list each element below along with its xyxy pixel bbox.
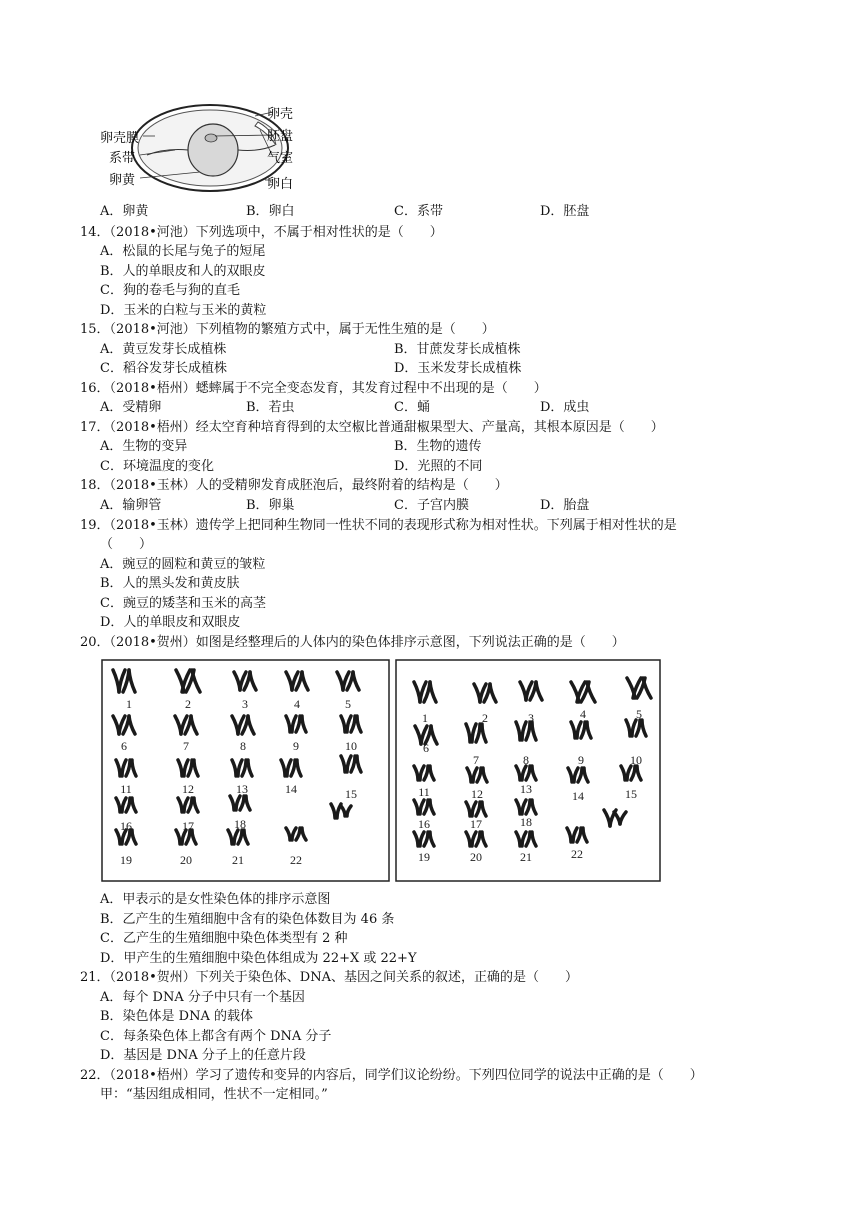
label-germinal-disc: 胚盘 — [267, 129, 294, 144]
chromosome-number: 3 — [242, 697, 248, 711]
option-a: A．黄豆发芽长成植株 — [100, 342, 227, 357]
option-b: B．甘蔗发芽长成植株 — [394, 342, 521, 357]
option-b: B．若虫 — [246, 400, 295, 415]
chromosome-number: 13 — [520, 782, 532, 796]
option-b: B．卵巢 — [246, 498, 295, 513]
chromosome-number: 4 — [294, 697, 300, 711]
question-stem: 16．（2018•梧州）蟋蟀属于不完全变态发育，其发育过程中不出现的是（ ） — [80, 381, 547, 396]
chromosome-number: 15 — [345, 787, 357, 801]
chromosome-number: 9 — [293, 739, 299, 753]
chromosome-number: 19 — [120, 853, 132, 867]
chromosome-number: 21 — [520, 850, 532, 864]
chromosome-number: 8 — [523, 753, 529, 767]
question-stem: 22．（2018•梧州）学习了遗传和变异的内容后，同学们议论纷纷。下列四位同学的说法中正确的是（ ） — [80, 1068, 703, 1083]
question-stem: 15．（2018•河池）下列植物的繁殖方式中，属于无性生殖的是（ ） — [80, 322, 495, 337]
chromosome-number: 16 — [120, 819, 132, 833]
option-b: B．人的黑头发和黄皮肤 — [100, 576, 240, 591]
label-albumen: 卵白 — [267, 177, 294, 192]
option-c: C．环境温度的变化 — [100, 459, 214, 474]
label-air-cell: 气室 — [267, 151, 294, 166]
option-b: B．生物的遗传 — [394, 439, 482, 454]
option-c: C．每条染色体上都含有两个 DNA 分子 — [100, 1029, 332, 1044]
chromosome-number: 6 — [423, 741, 429, 755]
chromosome-number: 14 — [572, 789, 584, 803]
chromosome-number: 7 — [473, 753, 479, 767]
chromosome-number: 1 — [422, 711, 428, 725]
option-b: B．乙产生的生殖细胞中含有的染色体数目为 46 条 — [100, 912, 395, 927]
label-yolk: 卵黄 — [109, 173, 136, 188]
chromosome-number: 20 — [180, 853, 192, 867]
option-d: D．胚盘 — [540, 204, 590, 219]
option-d: D．甲产生的生殖细胞中染色体组成为 22+X 或 22+Y — [100, 951, 417, 966]
option-d: D．玉米发芽长成植株 — [394, 361, 522, 376]
option-d: D．基因是 DNA 分子上的任意片段 — [100, 1048, 306, 1063]
egg-figure — [95, 100, 315, 198]
chromosome-number: 17 — [182, 819, 194, 833]
chromosome-number: 11 — [120, 782, 132, 796]
chromosome-number: 5 — [636, 707, 642, 721]
question-stem: 20．（2018•贺州）如图是经整理后的人体内的染色体排序示意图，下列说法正确的是（ ） — [80, 635, 625, 650]
chromosome-number: 2 — [185, 697, 191, 711]
chromosome-number: 21 — [232, 853, 244, 867]
option-d: D．人的单眼皮和双眼皮 — [100, 615, 241, 630]
option-a: A．每个 DNA 分子中只有一个基因 — [100, 990, 305, 1005]
chromosome-number: 15 — [625, 787, 637, 801]
option-a: A．松鼠的长尾与兔子的短尾 — [100, 244, 266, 259]
karyotype-figure — [100, 658, 662, 884]
karyotype-diagram — [100, 658, 662, 884]
option-c: C．系带 — [394, 204, 443, 219]
option-d: D．成虫 — [540, 400, 590, 415]
chromosome-number: 8 — [240, 739, 246, 753]
option-b: B．卵白 — [246, 204, 295, 219]
chromosome-number: 16 — [418, 817, 430, 831]
chromosome-number: 19 — [418, 850, 430, 864]
chromosome-number: 11 — [418, 785, 430, 799]
option-c: C．蛹 — [394, 400, 430, 415]
chromosome-number: 14 — [285, 782, 297, 796]
option-b: B．人的单眼皮和人的双眼皮 — [100, 264, 266, 279]
chromosome-number: 9 — [578, 753, 584, 767]
chromosome-number: 5 — [345, 697, 351, 711]
label-chalaza: 系带 — [109, 151, 136, 166]
chromosome-number: 3 — [528, 711, 534, 725]
egg-diagram — [95, 100, 315, 198]
chromosome-number: 6 — [121, 739, 127, 753]
option-a: A．豌豆的圆粒和黄豆的皱粒 — [100, 557, 266, 572]
chromosome-number: 18 — [234, 817, 246, 831]
question-stem: 14．（2018•河池）下列选项中，不属于相对性状的是（ ） — [80, 225, 443, 240]
chromosome-number: 12 — [471, 787, 483, 801]
question-stem: 19．（2018•玉林）遗传学上把同种生物同一性状不同的表现形式称为相对性状。下列属于相对性状的是 — [80, 518, 677, 533]
question-stem: 21．（2018•贺州）下列关于染色体、DNA、基因之间关系的叙述，正确的是（ ） — [80, 970, 578, 985]
option-d: D．胎盘 — [540, 498, 590, 513]
option-d: D．光照的不同 — [394, 459, 483, 474]
label-shell: 卵壳 — [267, 107, 294, 122]
chromosome-number: 10 — [345, 739, 357, 753]
option-a: A．甲表示的是女性染色体的排序示意图 — [100, 892, 331, 907]
chromosome-number: 17 — [470, 817, 482, 831]
option-d: D．玉米的白粒与玉米的黄粒 — [100, 303, 267, 318]
question-stem: 18．（2018•玉林）人的受精卵发育成胚泡后，最终附着的结构是（ ） — [80, 478, 508, 493]
option-a: A．生物的变异 — [100, 439, 188, 454]
chromosome-number: 22 — [571, 847, 583, 861]
chromosome-number: 18 — [520, 815, 532, 829]
chromosome-number: 22 — [290, 853, 302, 867]
question-stem: 17．（2018•梧州）经太空育种培育得到的太空椒比普通甜椒果型大、产量高，其根本原因是（ ） — [80, 420, 664, 435]
label-shell-membrane: 卵壳膜 — [100, 131, 140, 146]
option-c: C．豌豆的矮茎和玉米的高茎 — [100, 596, 266, 611]
chromosome-number: 4 — [580, 707, 586, 721]
option-a: A．受精卵 — [100, 400, 162, 415]
chromosome-number: 2 — [482, 711, 488, 725]
chromosome-number: 13 — [236, 782, 248, 796]
option-a: A．输卵管 — [100, 498, 162, 513]
chromosome-number: 1 — [126, 697, 132, 711]
option-c: C．稻谷发芽长成植株 — [100, 361, 227, 376]
chromosome-number: 12 — [182, 782, 194, 796]
option-c: C．乙产生的生殖细胞中染色体类型有 2 种 — [100, 931, 348, 946]
statement-line: 甲：“基因组成相同，性状不一定相同。” — [100, 1087, 328, 1102]
option-c: C．狗的卷毛与狗的直毛 — [100, 283, 240, 298]
chromosome-number: 20 — [470, 850, 482, 864]
question-stem-continuation: （ ） — [100, 537, 153, 552]
chromosome-number: 7 — [183, 739, 189, 753]
option-b: B．染色体是 DNA 的载体 — [100, 1009, 254, 1024]
option-a: A．卵黄 — [100, 204, 149, 219]
option-c: C．子宫内膜 — [394, 498, 469, 513]
chromosome-number: 10 — [630, 753, 642, 767]
